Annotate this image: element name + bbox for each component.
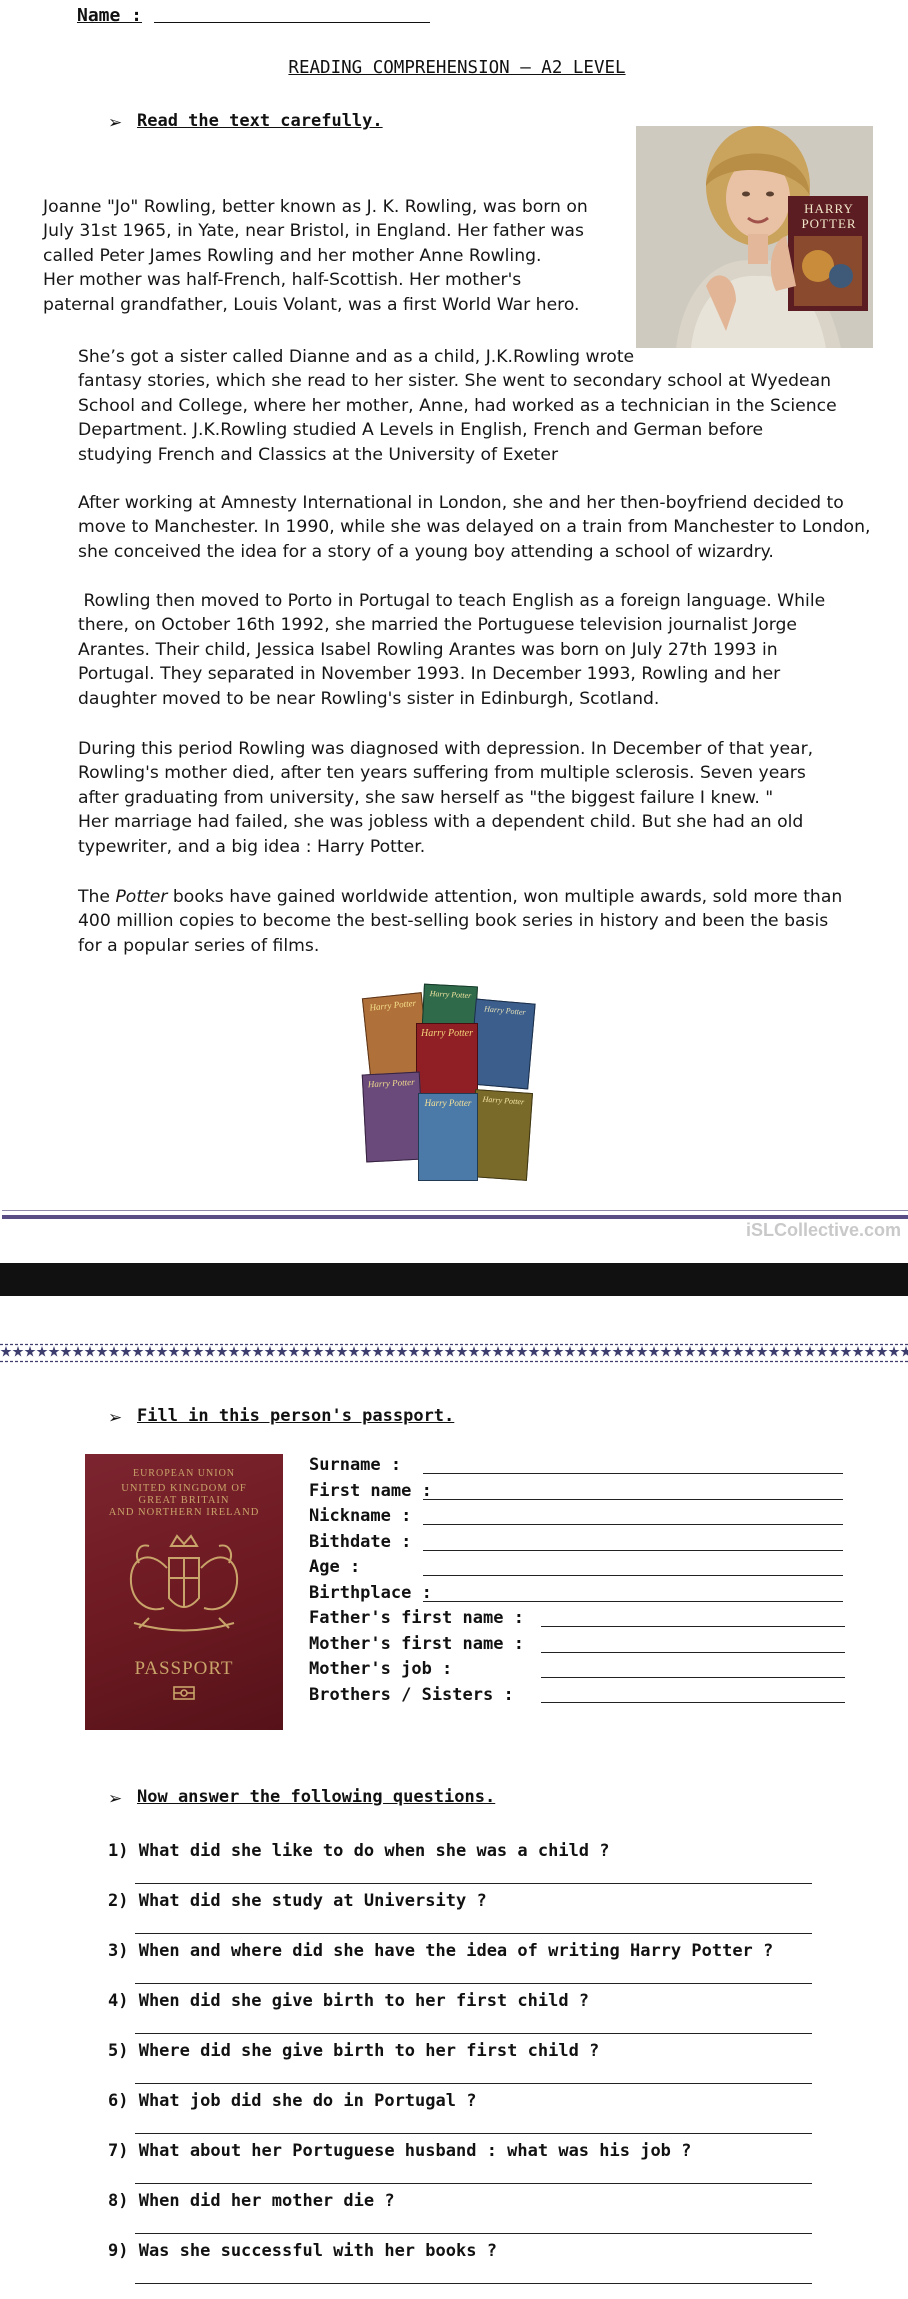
p1-line: paternal grandfather, Louis Volant, was a first World War hero. bbox=[43, 294, 580, 315]
field-birthdate-label: Bithdate : bbox=[309, 1531, 412, 1552]
page-title: READING COMPREHENSION – A2 LEVEL bbox=[288, 58, 626, 78]
questions-heading: Now answer the following questions. bbox=[137, 1787, 496, 1807]
book-cover-title: Harry Potter bbox=[424, 1098, 472, 1108]
field-age-label: Age : bbox=[309, 1557, 361, 1577]
question-5: 5) Where did she give birth to her first child ? bbox=[108, 2041, 600, 2061]
answer-line-7[interactable] bbox=[135, 2183, 812, 2184]
book-cover bbox=[468, 999, 535, 1090]
photo-book-title-2: POTTER bbox=[801, 216, 857, 231]
p5-line: During this period Rowling was diagnosed with depression. In December of that year, bbox=[78, 739, 814, 759]
field-mother-job-label: Mother's job : bbox=[309, 1659, 453, 1679]
field-father-first-name-label: Father's first name : bbox=[309, 1608, 524, 1628]
question-7: 7) What about her Portuguese husband : what was his job ? bbox=[108, 2141, 692, 2161]
paragraph-4 bbox=[78, 589, 906, 711]
p4-line: Arantes. Their child, Jessica Isabel Rowling Arantes was born on July 27th 1993 in bbox=[78, 639, 778, 660]
field-siblings-label: Brothers / Sisters : bbox=[309, 1684, 514, 1705]
passport-line-2: UNITED KINGDOM OF bbox=[121, 1483, 247, 1494]
answer-line-2[interactable] bbox=[135, 1933, 812, 1934]
p4-line: there, on October 16th 1992, she married the Portuguese television journalist Jorge bbox=[78, 615, 797, 636]
book-cover bbox=[362, 1072, 425, 1163]
birthplace-answer-line[interactable] bbox=[423, 1601, 843, 1602]
p2-line: School and College, where her mother, Anne, had worked as a technician in the Science bbox=[78, 395, 837, 416]
p6-line: 400 million copies to become the best-selling book series in history and been the basis bbox=[78, 911, 829, 932]
mother-first-name-answer-line[interactable] bbox=[541, 1652, 845, 1653]
field-first-name-label: First name : bbox=[309, 1480, 432, 1501]
siblings-answer-line[interactable] bbox=[541, 1702, 845, 1703]
p4-line: daughter moved to be near Rowling's sister in Edinburgh, Scotland. bbox=[78, 688, 660, 709]
book-cover bbox=[418, 1093, 478, 1181]
book-cover-title: Harry Potter bbox=[482, 1094, 525, 1107]
passport-word: PASSPORT bbox=[134, 1658, 234, 1679]
p6-first-line bbox=[78, 885, 906, 909]
answer-line-1[interactable] bbox=[135, 1883, 812, 1884]
biometric-chip-icon bbox=[173, 1686, 195, 1700]
passport-fields bbox=[309, 1453, 609, 1708]
field-nickname-label: Nickname : bbox=[309, 1506, 412, 1526]
passport-line-3: GREAT BRITAIN bbox=[138, 1495, 230, 1506]
name-label: Name : bbox=[77, 5, 143, 26]
field-surname-label: Surname : bbox=[309, 1455, 402, 1475]
arrow-bullet-icon: ➢ bbox=[108, 113, 123, 133]
passport-heading: Fill in this person's passport. bbox=[137, 1406, 455, 1426]
first-name-answer-line[interactable] bbox=[423, 1499, 843, 1500]
book-cover-title: Harry Potter bbox=[483, 1004, 527, 1017]
passport-cover bbox=[85, 1454, 283, 1730]
p6-lead: The bbox=[78, 887, 116, 907]
arrow-bullet-icon: ➢ bbox=[108, 1789, 123, 1809]
paragraph-2 bbox=[78, 345, 898, 467]
question-2: 2) What did she study at University ? bbox=[108, 1891, 487, 1911]
answer-line-9[interactable] bbox=[135, 2283, 812, 2284]
page-two bbox=[0, 1296, 908, 2299]
author-photo-illustration bbox=[636, 126, 873, 348]
author-photo bbox=[636, 126, 873, 348]
p4-line: Rowling then moved to Porto in Portugal to teach English as a foreign language. While bbox=[78, 591, 826, 611]
question-8: 8) When did her mother die ? bbox=[108, 2191, 395, 2211]
mother-job-answer-line[interactable] bbox=[541, 1677, 845, 1678]
book-cover-title: Harry Potter bbox=[367, 1076, 415, 1090]
p4-line: Portugal. They separated in November 1993. In December 1993, Rowling and her bbox=[78, 664, 781, 685]
p6-italic: Potter bbox=[115, 887, 168, 907]
surname-answer-line[interactable] bbox=[423, 1473, 843, 1474]
answer-line-8[interactable] bbox=[135, 2233, 812, 2234]
p5-line: Her marriage had failed, she was jobless with a dependent child. But she had an old bbox=[78, 812, 804, 833]
stars-border bbox=[0, 1343, 908, 1363]
question-4: 4) When did she give birth to her first child ? bbox=[108, 1991, 590, 2011]
purple-divider bbox=[2, 1210, 908, 1211]
page-gap-band bbox=[0, 1263, 908, 1296]
royal-coat-of-arms-icon bbox=[109, 1528, 259, 1648]
paragraph-3 bbox=[78, 491, 906, 564]
question-6: 6) What job did she do in Portugal ? bbox=[108, 2091, 477, 2111]
arrow-bullet-icon: ➢ bbox=[108, 1408, 123, 1428]
name-answer-line[interactable] bbox=[154, 22, 430, 23]
books-collage bbox=[360, 985, 535, 1180]
p2-line: fantasy stories, which she read to her sister. She went to secondary school at Wyedean bbox=[78, 371, 832, 392]
p3-line: she conceived the idea for a story of a young boy attending a school of wizardry. bbox=[78, 541, 774, 562]
p6-rest: books have gained worldwide attention, won multiple awards, sold more than bbox=[167, 887, 843, 907]
passport-line-4: AND NORTHERN IRELAND bbox=[108, 1507, 260, 1518]
field-mother-first-name-label: Mother's first name : bbox=[309, 1633, 524, 1654]
paragraph-5 bbox=[78, 737, 906, 859]
book-cover-title: Harry Potter bbox=[421, 1028, 473, 1039]
p3-line: After working at Amnesty International in London, she and her then-boyfriend decided to bbox=[78, 493, 844, 513]
p2-line: Department. J.K.Rowling studied A Levels in English, French and German before bbox=[78, 420, 764, 441]
field-birthplace-label: Birthplace : bbox=[309, 1582, 432, 1603]
passport-line-1: EUROPEAN UNION bbox=[132, 1468, 236, 1479]
p5-line: Rowling's mother died, after ten years suffering from multiple sclerosis. Seven years bbox=[78, 763, 806, 784]
paragraph-6 bbox=[78, 885, 906, 958]
photo-book-title-1: HARRY bbox=[804, 201, 854, 216]
birthdate-answer-line[interactable] bbox=[423, 1550, 843, 1551]
p1-line: Joanne "Jo" Rowling, better known as J. K. Rowling, was born on bbox=[43, 197, 588, 217]
answer-line-5[interactable] bbox=[135, 2083, 812, 2084]
read-instruction: Read the text carefully. bbox=[137, 111, 383, 131]
question-9: 9) Was she successful with her books ? bbox=[108, 2241, 497, 2261]
p6-line: for a popular series of films. bbox=[78, 935, 320, 956]
book-cover bbox=[469, 1089, 533, 1181]
p5-line: typewriter, and a big idea : Harry Potter. bbox=[78, 836, 426, 857]
p2-line: studying French and Classics at the University of Exeter bbox=[78, 444, 559, 465]
p2-line: She’s got a sister called Dianne and as a child, J.K.Rowling wrote bbox=[78, 347, 635, 367]
p3-line: move to Manchester. In 1990, while she was delayed on a train from Manchester to London, bbox=[78, 517, 871, 538]
book-cover-title: Harry Potter bbox=[368, 997, 417, 1013]
paragraph-1 bbox=[43, 195, 643, 317]
p1-line: called Peter James Rowling and her mother Anne Rowling. bbox=[43, 245, 542, 266]
p1-line: July 31st 1965, in Yate, near Bristol, in England. Her father was bbox=[43, 221, 584, 242]
nickname-answer-line[interactable] bbox=[423, 1524, 843, 1525]
answer-line-6[interactable] bbox=[135, 2133, 812, 2134]
answer-line-3[interactable] bbox=[135, 1983, 812, 1984]
purple-divider-thick bbox=[2, 1215, 908, 1219]
p1-line: Her mother was half-French, half-Scottish. Her mother's bbox=[43, 270, 522, 291]
father-first-name-answer-line[interactable] bbox=[541, 1626, 845, 1627]
question-1: 1) What did she like to do when she was a child ? bbox=[108, 1841, 610, 1861]
p5-line: after graduating from university, she saw herself as "the biggest failure I knew. " bbox=[78, 787, 774, 808]
book-cover-title: Harry Potter bbox=[429, 988, 472, 1001]
question-3: 3) When and where did she have the idea of writing Harry Potter ? bbox=[108, 1941, 774, 1961]
watermark: iSLCollective.com bbox=[746, 1220, 902, 1240]
age-answer-line[interactable] bbox=[423, 1575, 843, 1576]
answer-line-4[interactable] bbox=[135, 2033, 812, 2034]
